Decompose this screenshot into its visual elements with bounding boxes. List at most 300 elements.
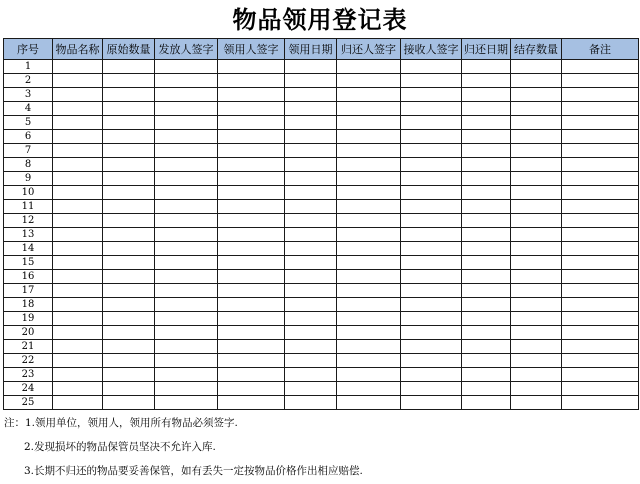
entry-cell[interactable] xyxy=(155,102,218,116)
entry-cell[interactable] xyxy=(53,326,103,340)
row-number-cell: 10 xyxy=(4,186,53,200)
entry-cell[interactable] xyxy=(401,116,462,130)
entry-cell[interactable] xyxy=(511,102,562,116)
row-number-cell: 15 xyxy=(4,256,53,270)
entry-cell[interactable] xyxy=(562,144,639,158)
entry-cell[interactable] xyxy=(285,130,337,144)
row-number-cell: 3 xyxy=(4,88,53,102)
entry-cell[interactable] xyxy=(53,298,103,312)
entry-cell[interactable] xyxy=(218,60,285,74)
entry-cell[interactable] xyxy=(337,144,401,158)
entry-cell[interactable] xyxy=(285,340,337,354)
table-row xyxy=(4,186,639,200)
entry-cell[interactable] xyxy=(511,186,562,200)
entry-cell[interactable] xyxy=(511,130,562,144)
entry-cell[interactable] xyxy=(155,214,218,228)
entry-cell[interactable] xyxy=(103,144,155,158)
entry-cell[interactable] xyxy=(103,312,155,326)
entry-cell[interactable] xyxy=(337,382,401,396)
entry-cell[interactable] xyxy=(155,284,218,298)
entry-cell[interactable] xyxy=(53,116,103,130)
entry-cell[interactable] xyxy=(218,270,285,284)
entry-cell[interactable] xyxy=(401,242,462,256)
entry-cell[interactable] xyxy=(337,396,401,410)
entry-cell[interactable] xyxy=(53,382,103,396)
entry-cell[interactable] xyxy=(103,382,155,396)
entry-cell[interactable] xyxy=(53,172,103,186)
row-number-cell: 21 xyxy=(4,340,53,354)
entry-cell[interactable] xyxy=(401,284,462,298)
entry-cell[interactable] xyxy=(53,144,103,158)
entry-cell[interactable] xyxy=(53,88,103,102)
entry-cell[interactable] xyxy=(401,298,462,312)
entry-cell[interactable] xyxy=(155,158,218,172)
column-header-receiver-signature: 接收人签字 xyxy=(401,39,462,60)
entry-cell[interactable] xyxy=(103,354,155,368)
entry-cell[interactable] xyxy=(155,340,218,354)
entry-cell[interactable] xyxy=(337,186,401,200)
entry-cell[interactable] xyxy=(511,88,562,102)
entry-cell[interactable] xyxy=(155,228,218,242)
table-body xyxy=(4,60,639,410)
entry-cell[interactable] xyxy=(218,242,285,256)
entry-cell[interactable] xyxy=(53,102,103,116)
entry-cell[interactable] xyxy=(401,312,462,326)
entry-cell[interactable] xyxy=(511,158,562,172)
entry-cell[interactable] xyxy=(285,396,337,410)
entry-cell[interactable] xyxy=(103,158,155,172)
row-number-cell: 9 xyxy=(4,172,53,186)
entry-cell[interactable] xyxy=(511,144,562,158)
entry-cell[interactable] xyxy=(218,102,285,116)
entry-cell[interactable] xyxy=(218,144,285,158)
entry-cell[interactable] xyxy=(218,368,285,382)
entry-cell[interactable] xyxy=(401,340,462,354)
entry-cell[interactable] xyxy=(53,284,103,298)
entry-cell[interactable] xyxy=(562,396,639,410)
entry-cell[interactable] xyxy=(285,200,337,214)
entry-cell[interactable] xyxy=(53,186,103,200)
entry-cell[interactable] xyxy=(511,340,562,354)
entry-cell[interactable] xyxy=(462,60,511,74)
note-item xyxy=(24,439,216,454)
entry-cell[interactable] xyxy=(337,340,401,354)
entry-cell[interactable] xyxy=(511,284,562,298)
entry-cell[interactable] xyxy=(285,298,337,312)
entry-cell[interactable] xyxy=(462,284,511,298)
header-row xyxy=(4,39,639,60)
entry-cell[interactable] xyxy=(103,88,155,102)
entry-cell[interactable] xyxy=(337,158,401,172)
entry-cell[interactable] xyxy=(401,74,462,88)
entry-cell[interactable] xyxy=(401,158,462,172)
entry-cell[interactable] xyxy=(155,298,218,312)
entry-cell[interactable] xyxy=(511,242,562,256)
entry-cell[interactable] xyxy=(337,130,401,144)
entry-cell[interactable] xyxy=(103,214,155,228)
row-number-cell: 17 xyxy=(4,284,53,298)
entry-cell[interactable] xyxy=(562,158,639,172)
row-number-cell: 20 xyxy=(4,326,53,340)
entry-cell[interactable] xyxy=(562,354,639,368)
row-number-cell: 13 xyxy=(4,228,53,242)
entry-cell[interactable] xyxy=(462,228,511,242)
entry-cell[interactable] xyxy=(511,270,562,284)
entry-cell[interactable] xyxy=(218,228,285,242)
entry-cell[interactable] xyxy=(155,242,218,256)
entry-cell[interactable] xyxy=(218,284,285,298)
entry-cell[interactable] xyxy=(218,326,285,340)
entry-cell[interactable] xyxy=(562,242,639,256)
entry-cell[interactable] xyxy=(155,326,218,340)
row-number-cell: 1 xyxy=(4,60,53,74)
entry-cell[interactable] xyxy=(103,242,155,256)
row-number-cell: 19 xyxy=(4,312,53,326)
entry-cell[interactable] xyxy=(562,186,639,200)
entry-cell[interactable] xyxy=(511,214,562,228)
entry-cell[interactable] xyxy=(285,214,337,228)
entry-cell[interactable] xyxy=(218,214,285,228)
entry-cell[interactable] xyxy=(155,172,218,186)
entry-cell[interactable] xyxy=(218,298,285,312)
entry-cell[interactable] xyxy=(337,312,401,326)
entry-cell[interactable] xyxy=(401,144,462,158)
entry-cell[interactable] xyxy=(155,256,218,270)
entry-cell[interactable] xyxy=(285,284,337,298)
entry-cell[interactable] xyxy=(462,326,511,340)
entry-cell[interactable] xyxy=(462,298,511,312)
entry-cell[interactable] xyxy=(103,172,155,186)
entry-cell[interactable] xyxy=(401,200,462,214)
entry-cell[interactable] xyxy=(218,130,285,144)
entry-cell[interactable] xyxy=(218,116,285,130)
entry-cell[interactable] xyxy=(53,270,103,284)
entry-cell[interactable] xyxy=(562,270,639,284)
entry-cell[interactable] xyxy=(562,228,639,242)
entry-cell[interactable] xyxy=(285,116,337,130)
entry-cell[interactable] xyxy=(103,256,155,270)
entry-cell[interactable] xyxy=(285,158,337,172)
entry-cell[interactable] xyxy=(401,354,462,368)
entry-cell[interactable] xyxy=(103,186,155,200)
entry-cell[interactable] xyxy=(53,256,103,270)
entry-cell[interactable] xyxy=(218,256,285,270)
entry-cell[interactable] xyxy=(401,214,462,228)
entry-cell[interactable] xyxy=(103,200,155,214)
entry-cell[interactable] xyxy=(337,228,401,242)
entry-cell[interactable] xyxy=(462,242,511,256)
entry-cell[interactable] xyxy=(401,88,462,102)
row-number-cell: 11 xyxy=(4,200,53,214)
entry-cell[interactable] xyxy=(218,312,285,326)
entry-cell[interactable] xyxy=(562,74,639,88)
entry-cell[interactable] xyxy=(562,214,639,228)
entry-cell[interactable] xyxy=(462,186,511,200)
entry-cell[interactable] xyxy=(462,382,511,396)
entry-cell[interactable] xyxy=(562,312,639,326)
entry-cell[interactable] xyxy=(218,382,285,396)
entry-cell[interactable] xyxy=(462,368,511,382)
entry-cell[interactable] xyxy=(285,60,337,74)
entry-cell[interactable] xyxy=(285,144,337,158)
table-row xyxy=(4,144,639,158)
table-row xyxy=(4,340,639,354)
entry-cell[interactable] xyxy=(511,382,562,396)
entry-cell[interactable] xyxy=(511,354,562,368)
entry-cell[interactable] xyxy=(462,200,511,214)
entry-cell[interactable] xyxy=(511,228,562,242)
row-number-cell: 2 xyxy=(4,74,53,88)
entry-cell[interactable] xyxy=(53,242,103,256)
entry-cell[interactable] xyxy=(155,270,218,284)
column-header-item-name: 物品名称 xyxy=(53,39,103,60)
entry-cell[interactable] xyxy=(511,298,562,312)
table-row xyxy=(4,312,639,326)
entry-cell[interactable] xyxy=(562,256,639,270)
entry-cell[interactable] xyxy=(103,60,155,74)
table-row xyxy=(4,214,639,228)
entry-cell[interactable] xyxy=(462,396,511,410)
row-number-cell: 23 xyxy=(4,368,53,382)
entry-cell[interactable] xyxy=(401,256,462,270)
entry-cell[interactable] xyxy=(462,312,511,326)
entry-cell[interactable] xyxy=(401,186,462,200)
entry-cell[interactable] xyxy=(103,340,155,354)
entry-cell[interactable] xyxy=(511,116,562,130)
entry-cell[interactable] xyxy=(155,368,218,382)
entry-cell[interactable] xyxy=(511,60,562,74)
entry-cell[interactable] xyxy=(285,172,337,186)
entry-cell[interactable] xyxy=(155,186,218,200)
entry-cell[interactable] xyxy=(337,74,401,88)
entry-cell[interactable] xyxy=(155,74,218,88)
table-row xyxy=(4,116,639,130)
entry-cell[interactable] xyxy=(462,270,511,284)
entry-cell[interactable] xyxy=(511,326,562,340)
entry-cell[interactable] xyxy=(462,144,511,158)
entry-cell[interactable] xyxy=(53,354,103,368)
entry-cell[interactable] xyxy=(401,382,462,396)
entry-cell[interactable] xyxy=(155,116,218,130)
entry-cell[interactable] xyxy=(337,326,401,340)
entry-cell[interactable] xyxy=(53,60,103,74)
entry-cell[interactable] xyxy=(103,270,155,284)
entry-cell[interactable] xyxy=(462,172,511,186)
entry-cell[interactable] xyxy=(155,60,218,74)
table-row xyxy=(4,382,639,396)
row-number-cell: 25 xyxy=(4,396,53,410)
entry-cell[interactable] xyxy=(562,368,639,382)
entry-cell[interactable] xyxy=(401,60,462,74)
note-item xyxy=(24,463,363,478)
entry-cell[interactable] xyxy=(285,102,337,116)
entry-cell[interactable] xyxy=(401,326,462,340)
entry-cell[interactable] xyxy=(53,158,103,172)
entry-cell[interactable] xyxy=(103,396,155,410)
entry-cell[interactable] xyxy=(562,102,639,116)
note-text: 2.发现损坏的物品保管员坚决不允许入库. xyxy=(24,441,216,453)
entry-cell[interactable] xyxy=(337,214,401,228)
entry-cell[interactable] xyxy=(218,186,285,200)
entry-cell[interactable] xyxy=(511,172,562,186)
entry-cell[interactable] xyxy=(462,354,511,368)
entry-cell[interactable] xyxy=(103,74,155,88)
table-row xyxy=(4,172,639,186)
entry-cell[interactable] xyxy=(155,130,218,144)
entry-cell[interactable] xyxy=(511,74,562,88)
entry-cell[interactable] xyxy=(401,102,462,116)
entry-cell[interactable] xyxy=(285,186,337,200)
entry-cell[interactable] xyxy=(285,326,337,340)
entry-cell[interactable] xyxy=(562,116,639,130)
table-row xyxy=(4,256,639,270)
entry-cell[interactable] xyxy=(337,88,401,102)
entry-cell[interactable] xyxy=(337,354,401,368)
entry-cell[interactable] xyxy=(218,200,285,214)
entry-cell[interactable] xyxy=(511,312,562,326)
entry-cell[interactable] xyxy=(103,284,155,298)
row-number-cell: 14 xyxy=(4,242,53,256)
entry-cell[interactable] xyxy=(285,74,337,88)
entry-cell[interactable] xyxy=(511,256,562,270)
entry-cell[interactable] xyxy=(53,200,103,214)
entry-cell[interactable] xyxy=(155,354,218,368)
entry-cell[interactable] xyxy=(562,284,639,298)
table-row xyxy=(4,368,639,382)
entry-cell[interactable] xyxy=(401,228,462,242)
entry-cell[interactable] xyxy=(53,74,103,88)
entry-cell[interactable] xyxy=(53,396,103,410)
entry-cell[interactable] xyxy=(462,256,511,270)
entry-cell[interactable] xyxy=(285,270,337,284)
column-header-balance-qty: 结存数量 xyxy=(511,39,562,60)
entry-cell[interactable] xyxy=(103,130,155,144)
entry-cell[interactable] xyxy=(103,102,155,116)
entry-cell[interactable] xyxy=(337,102,401,116)
page-title: 物品领用登记表 xyxy=(232,6,408,34)
table-row xyxy=(4,74,639,88)
entry-cell[interactable] xyxy=(285,88,337,102)
table-row xyxy=(4,60,639,74)
entry-cell[interactable] xyxy=(462,340,511,354)
entry-cell[interactable] xyxy=(103,326,155,340)
entry-cell[interactable] xyxy=(155,88,218,102)
entry-cell[interactable] xyxy=(462,74,511,88)
entry-cell[interactable] xyxy=(53,214,103,228)
entry-cell[interactable] xyxy=(562,60,639,74)
entry-cell[interactable] xyxy=(462,130,511,144)
entry-cell[interactable] xyxy=(218,354,285,368)
column-header-no: 序号 xyxy=(4,39,53,60)
entry-cell[interactable] xyxy=(218,172,285,186)
column-header-issuer-signature: 发放人签字 xyxy=(155,39,218,60)
column-header-recipient-signature: 领用人签字 xyxy=(218,39,285,60)
entry-cell[interactable] xyxy=(337,60,401,74)
table-row xyxy=(4,158,639,172)
note-text: 1.领用单位，领用人，领用所有物品必须签字. xyxy=(25,417,238,429)
entry-cell[interactable] xyxy=(53,312,103,326)
entry-cell[interactable] xyxy=(462,116,511,130)
entry-cell[interactable] xyxy=(53,368,103,382)
entry-cell[interactable] xyxy=(103,298,155,312)
entry-cell[interactable] xyxy=(337,242,401,256)
entry-cell[interactable] xyxy=(337,298,401,312)
entry-cell[interactable] xyxy=(337,270,401,284)
entry-cell[interactable] xyxy=(562,130,639,144)
entry-cell[interactable] xyxy=(285,354,337,368)
entry-cell[interactable] xyxy=(285,256,337,270)
entry-cell[interactable] xyxy=(337,172,401,186)
entry-cell[interactable] xyxy=(103,116,155,130)
row-number-cell: 8 xyxy=(4,158,53,172)
entry-cell[interactable] xyxy=(462,88,511,102)
entry-cell[interactable] xyxy=(53,228,103,242)
entry-cell[interactable] xyxy=(103,228,155,242)
entry-cell[interactable] xyxy=(155,396,218,410)
row-number-cell: 6 xyxy=(4,130,53,144)
entry-cell[interactable] xyxy=(511,368,562,382)
entry-cell[interactable] xyxy=(562,298,639,312)
entry-cell[interactable] xyxy=(103,368,155,382)
entry-cell[interactable] xyxy=(462,158,511,172)
entry-cell[interactable] xyxy=(218,340,285,354)
entry-cell[interactable] xyxy=(218,396,285,410)
entry-cell[interactable] xyxy=(562,88,639,102)
entry-cell[interactable] xyxy=(53,340,103,354)
entry-cell[interactable] xyxy=(155,144,218,158)
entry-cell[interactable] xyxy=(401,270,462,284)
entry-cell[interactable] xyxy=(337,368,401,382)
entry-cell[interactable] xyxy=(401,368,462,382)
entry-cell[interactable] xyxy=(511,200,562,214)
entry-cell[interactable] xyxy=(285,228,337,242)
entry-cell[interactable] xyxy=(337,284,401,298)
entry-cell[interactable] xyxy=(285,312,337,326)
entry-cell[interactable] xyxy=(562,382,639,396)
entry-cell[interactable] xyxy=(155,382,218,396)
entry-cell[interactable] xyxy=(285,368,337,382)
entry-cell[interactable] xyxy=(337,116,401,130)
entry-cell[interactable] xyxy=(401,130,462,144)
entry-cell[interactable] xyxy=(155,312,218,326)
entry-cell[interactable] xyxy=(53,130,103,144)
column-header-returner-signature: 归还人签字 xyxy=(337,39,401,60)
entry-cell[interactable] xyxy=(511,396,562,410)
entry-cell[interactable] xyxy=(285,242,337,256)
entry-cell[interactable] xyxy=(562,200,639,214)
entry-cell[interactable] xyxy=(218,74,285,88)
row-number-cell: 18 xyxy=(4,298,53,312)
table-row xyxy=(4,396,639,410)
entry-cell[interactable] xyxy=(155,200,218,214)
entry-cell[interactable] xyxy=(401,396,462,410)
entry-cell[interactable] xyxy=(462,214,511,228)
table-row xyxy=(4,270,639,284)
entry-cell[interactable] xyxy=(401,172,462,186)
entry-cell[interactable] xyxy=(337,256,401,270)
entry-cell[interactable] xyxy=(562,340,639,354)
note-text: 3.长期不归还的物品要妥善保管，如有丢失一定按物品价格作出相应赔偿. xyxy=(24,465,363,477)
entry-cell[interactable] xyxy=(285,382,337,396)
entry-cell[interactable] xyxy=(218,158,285,172)
entry-cell[interactable] xyxy=(562,172,639,186)
entry-cell[interactable] xyxy=(562,326,639,340)
column-header-return-date: 归还日期 xyxy=(462,39,511,60)
table-row xyxy=(4,298,639,312)
entry-cell[interactable] xyxy=(218,88,285,102)
entry-cell[interactable] xyxy=(462,102,511,116)
entry-cell[interactable] xyxy=(337,200,401,214)
